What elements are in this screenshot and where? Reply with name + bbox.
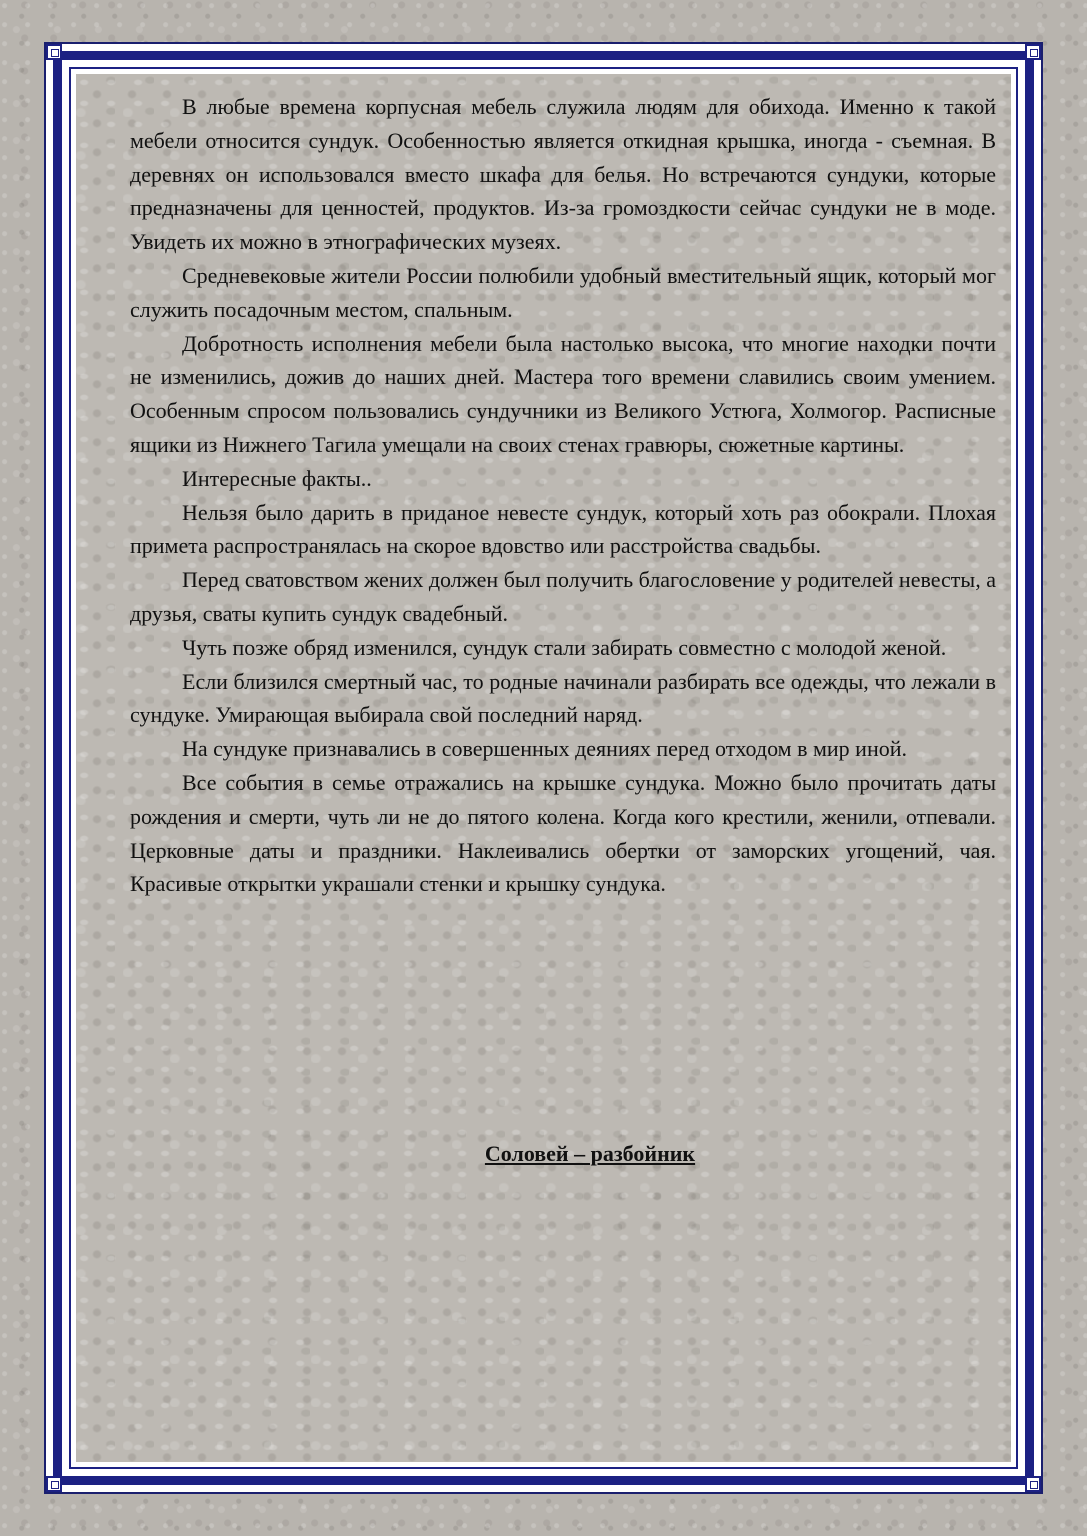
paragraph: На сундуке признавались в совершенных деяниях перед отходом в мир иной. xyxy=(182,736,907,762)
corner-ornament-top-left xyxy=(46,44,62,60)
paragraph: Чуть позже обряд изменился, сундук стали забирать совместно с молодой женой. xyxy=(182,634,947,660)
corner-ornament-top-right xyxy=(1025,44,1041,60)
document-body xyxy=(130,90,996,901)
corner-ornament-bottom-right xyxy=(1025,1476,1041,1492)
paragraph: В любые времена корпусная мебель служила людям для обихода. Именно к такой мебели относится сундук. Особенностью является откидная крышка, иногда - съемная. В деревнях он использовался вместо шкафа для белья. Но встречаются сундуки, которые предназначены для ценностей, продуктов. Из-за громоздкости сейчас сундуки не в моде. Увидеть их можно в этнографических музеях. xyxy=(130,94,996,255)
paragraph: Перед сватовством жених должен был получить благословение у родителей невесты, а друзья, сваты купить сундук свадебный. xyxy=(130,567,996,626)
paragraph: Нельзя было дарить в приданое невесте сундук, который хоть раз обокрали. Плохая примета распространялась на скорое вдовство или расстройства свадьбы. xyxy=(130,499,996,559)
paragraph: Средневековые жители России полюбили удобный вместительный ящик, который мог служить посадочным местом, спальным. xyxy=(130,262,996,322)
corner-ornament-bottom-left xyxy=(46,1476,62,1492)
paragraph: Добротность исполнения мебели была настолько высока, что многие находки почти не изменились, дожив до наших дней. Мастера того времени славились своим умением. Особенным спросом пользовались сундучники из Великого Устюга, Холмогор. Расписные ящики из Нижнего Тагила умещали на своих стенах гравюры, сюжетные картины. xyxy=(130,330,996,457)
section-title: Соловей – разбойник xyxy=(484,1141,696,1166)
paragraph: Если близился смертный час, то родные начинали разбирать все одежды, что лежали в сундуке. Умирающая выбирала свой последний наряд. xyxy=(130,668,996,728)
paragraph: Интересные факты.. xyxy=(182,465,372,491)
paragraph: Все события в семье отражались на крышке сундука. Можно было прочитать даты рождения и смерти, чуть ли не до пятого колена. Когда кого крестили, женили, отпевали. Церковные даты и праздники. Наклеивались обертки от заморских угощений, чая. Красивые открытки украшали стенки и крышку сундука. xyxy=(130,769,996,897)
